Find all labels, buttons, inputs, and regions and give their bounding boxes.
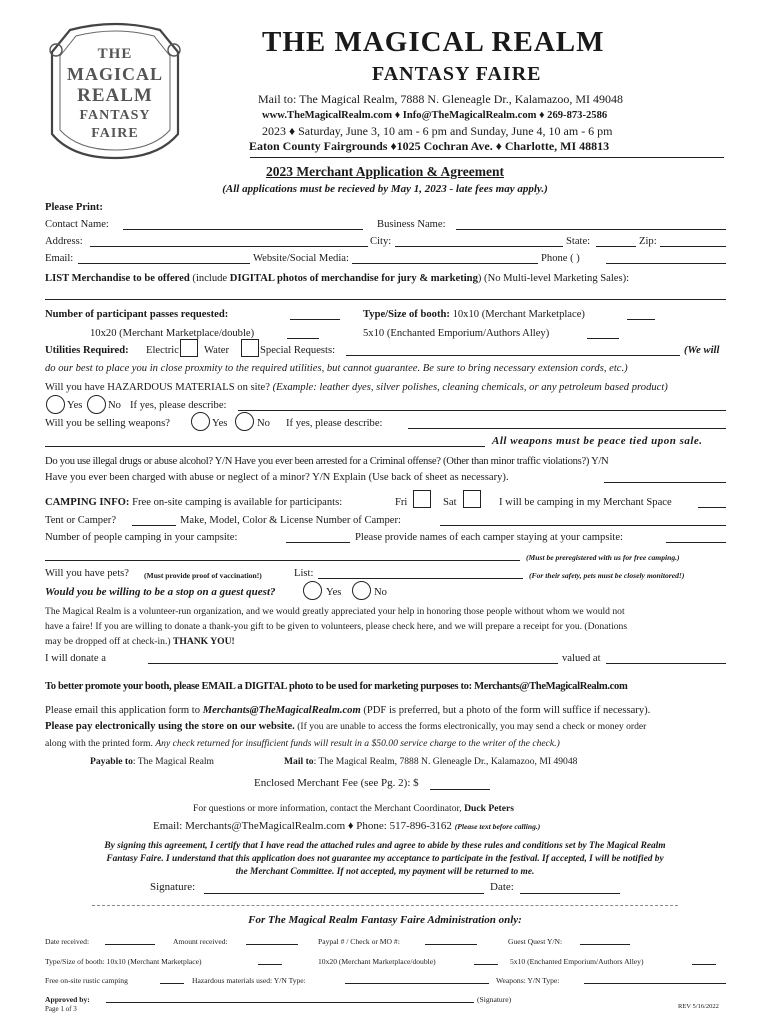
water-label: Water (204, 345, 230, 356)
weapons-describe-field-2[interactable] (45, 446, 485, 447)
hazard-yes-label: Yes (67, 400, 83, 411)
pay-wrap-2 (45, 737, 560, 750)
email-form-wrap (45, 704, 650, 717)
admin-date-received-field[interactable] (105, 944, 155, 945)
logo-realm: REALM (77, 85, 153, 106)
business-name-label: Business Name: (377, 219, 446, 230)
merchandise-field[interactable] (45, 299, 726, 300)
text-before: (Please text before calling.) (454, 822, 541, 831)
contact-name-field[interactable] (123, 229, 363, 230)
guest-yes-radio[interactable] (303, 581, 322, 600)
pay-a: Please pay electronically using the store on our website. (45, 721, 295, 732)
volunteer-3: may be dropped off at check-in.) (45, 636, 171, 647)
weapons-note: All weapons must be peace tied upon sale. (492, 435, 703, 447)
abuse-q: Have you ever been charged with abuse or neglect of a minor? Y/N Explain (Use back of sheet as necessary). (45, 472, 509, 483)
hazard-describe-field[interactable] (238, 410, 726, 411)
tent-label: Tent or Camper? (45, 515, 117, 526)
signature-field[interactable] (204, 893, 484, 894)
email-form-b[interactable]: Merchants@TheMagicalRealm.com (202, 705, 361, 716)
admin-approved: Approved by: (45, 995, 90, 1004)
admin-rustic: Free on-site rustic camping (45, 976, 128, 985)
admin-amount-received-field[interactable] (246, 944, 298, 945)
contact-email-wrap (153, 820, 540, 833)
admin-weapons-field[interactable] (584, 983, 726, 984)
pay-wrap (45, 720, 646, 733)
camping-text: Free on-site camping is available for participants: (132, 497, 343, 508)
website-field[interactable] (352, 263, 538, 264)
hazard-example: (Example: leather dyes, silver polishes, cleaning chemicals, or any petroleum based product) (272, 382, 668, 393)
best-note: do our best to place you in close proxmity to the required utilities, but cannot guarantee. Be sure to bring necessary extension cords, etc.) (45, 363, 628, 374)
page-title: THE MAGICAL REALM (262, 26, 605, 58)
merchant-space-label: I will be camping in my Merchant Space (499, 497, 672, 508)
address-label: Address: (45, 236, 83, 247)
weapons-describe-label: If yes, please describe: (286, 418, 383, 429)
admin-booth-type: Type/Size of booth: 10x10 (Merchant Marketplace) (45, 957, 202, 966)
hazard-wrap (45, 381, 668, 394)
mail-value: : The Magical Realm, 7888 N. Gleneagle Dr., Kalamazoo, MI 49048 (313, 756, 578, 767)
valued-at-label: valued at (562, 653, 601, 664)
weapons-no-label: No (257, 418, 270, 429)
logo-faire: FAIRE (91, 126, 139, 141)
electric-checkbox[interactable] (180, 339, 198, 357)
agreement-2: Fantasy Faire. I understand that this application does not guarantee my acceptance to participate in the festival. If accepted, I will be notified by (106, 854, 664, 864)
logo-magical: MAGICAL (67, 64, 163, 84)
admin-guest-quest: Guest Quest Y/N: (508, 937, 563, 946)
hazard-yes-radio[interactable] (46, 395, 65, 414)
logo (40, 22, 190, 162)
pay-c: along with the printed form. (45, 738, 156, 749)
sat-checkbox[interactable] (463, 490, 481, 508)
fri-checkbox[interactable] (413, 490, 431, 508)
deadline: (All applications must be recieved by May 1, 2023 - late fees may apply.) (222, 183, 548, 195)
pay-d: Any check returned for insufficient funds will result in a $50.00 service charge to the writer of the check.) (155, 738, 560, 749)
special-label: Special Requests: (260, 345, 336, 356)
weapons-q: Will you be selling weapons? (45, 418, 170, 429)
list-merchandise (45, 272, 629, 285)
date-field[interactable] (520, 893, 620, 894)
names-camper-label: Please provide names of each camper staying at your campsite: (355, 532, 623, 543)
list-label: List: (294, 568, 314, 579)
state-field[interactable] (596, 246, 636, 247)
admin-booth-5x10-field[interactable] (692, 964, 716, 965)
web-line: www.TheMagicalRealm.com ♦ Info@TheMagicalRealm.com ♦ 269-873-2586 (262, 110, 608, 121)
phone-field[interactable] (606, 263, 726, 264)
payable-value: : The Magical Realm (132, 756, 214, 767)
list-d: ) (No Multi-level Marketing Sales): (477, 273, 630, 284)
admin-title: For The Magical Realm Fantasy Faire Administration only: (248, 914, 522, 926)
date-label: Date: (490, 881, 514, 893)
enclosed-label: Enclosed Merchant Fee (see Pg. 2): $ (254, 777, 419, 789)
admin-booth-10x10-field[interactable] (258, 964, 282, 965)
logo-the: THE (97, 46, 133, 62)
booth-type-wrap (363, 308, 585, 321)
website-label: Website/Social Media: (253, 253, 349, 264)
booth-option-2-field[interactable] (287, 338, 319, 339)
we-will: (We will (684, 345, 720, 356)
email-form-a: Please email this application form to (45, 705, 203, 716)
agreement-3: the Merchant Committee. If not accepted, my payment will be returned to me. (235, 867, 535, 877)
page-number: Page 1 of 3 (45, 1005, 77, 1013)
guest-q: Would you be willing to be a stop on a guest quest? (45, 586, 276, 598)
admin-paypal-field[interactable] (425, 944, 477, 945)
payable-wrap (90, 755, 214, 768)
booth-option-1-field[interactable] (627, 319, 655, 320)
weapons-describe-field[interactable] (408, 428, 726, 429)
donate-field[interactable] (148, 663, 558, 664)
pets-proof: (Must provide proof of vaccination!) (144, 571, 262, 580)
special-field[interactable] (346, 355, 680, 356)
zip-label: Zip: (639, 236, 657, 247)
signature-label: Signature: (150, 881, 196, 893)
enclosed-field[interactable] (430, 789, 490, 790)
admin-guest-quest-field[interactable] (580, 944, 630, 945)
revision: REV 5/16/2022 (678, 1003, 719, 1010)
location: Eaton County Fairgrounds ♦1025 Cochran Ave. ♦ Charlotte, MI 48813 (249, 139, 610, 153)
admin-booth-10x20: 10x20 (Merchant Marketplace/double) (318, 957, 436, 966)
questions: For questions or more information, contact the Merchant Coordinator, (193, 803, 462, 814)
weapons-yes-label: Yes (212, 418, 228, 429)
names-camper-field[interactable] (666, 542, 726, 543)
list-c: DIGITAL photos of merchandise for jury & marketing (229, 273, 478, 284)
email-form-c: (PDF is preferred, but a photo of the form will suffice if necessary). (360, 705, 651, 716)
admin-amount-received: Amount received: (173, 937, 228, 946)
utilities-label: Utilities Required: (45, 345, 129, 356)
camping-label: CAMPING INFO: (45, 497, 130, 508)
camping-wrap (45, 496, 342, 509)
names-camper-field-2[interactable] (45, 560, 520, 561)
booth-type-label: Type/Size of booth: (363, 309, 450, 320)
pets-q: Will you have pets? (45, 568, 130, 579)
volunteer-1: The Magical Realm is a volunteer-run organization, and we would greatly appreciated your help in honoring those people without whom we would not (45, 606, 625, 617)
mail-label: Mail to (284, 756, 314, 767)
hazard-no-radio[interactable] (87, 395, 106, 414)
dates: 2023 ♦ Saturday, June 3, 10 am - 6 pm and Sunday, June 4, 10 am - 6 pm (262, 124, 613, 138)
list-b: (include (189, 273, 230, 284)
num-people-label: Number of people camping in your campsite: (45, 532, 238, 543)
donate-label: I will donate a (45, 653, 106, 664)
admin-booth-5x10: 5x10 (Enchanted Emporium/Authors Alley) (510, 957, 644, 966)
business-name-field[interactable] (456, 229, 726, 230)
admin-weapons: Weapons: Y/N Type: (496, 976, 560, 985)
hazard-describe-label: If yes, please describe: (130, 400, 227, 411)
logo-fantasy: FANTASY (79, 108, 151, 123)
valued-at-field[interactable] (606, 663, 726, 664)
volunteer-3-wrap (45, 635, 235, 648)
booth-option-3-field[interactable] (587, 338, 619, 339)
admin-approved-field[interactable] (106, 1002, 474, 1003)
admin-paypal: Paypal # / Check or MO #: (318, 937, 400, 946)
preregistered-note: (Must be preregistered with us for free camping.) (526, 553, 680, 562)
page-subtitle: FANTASY FAIRE (372, 63, 542, 85)
admin-booth-10x20-field[interactable] (474, 964, 498, 965)
admin-date-received: Date received: (45, 937, 90, 946)
coordinator: Duck Peters (464, 803, 514, 814)
admin-divider (92, 905, 678, 906)
questions-wrap (193, 802, 514, 815)
water-checkbox[interactable] (241, 339, 259, 357)
num-people-field[interactable] (286, 542, 350, 543)
city-label: City: (370, 236, 392, 247)
guest-yes-label: Yes (326, 587, 342, 598)
contact-email: Email: Merchants@TheMagicalRealm.com ♦ Phone: 517-896-3162 (153, 820, 452, 832)
payable-label: Payable to (90, 756, 133, 767)
pets-safety: (For their safety, pets must be closely monitored!) (529, 571, 685, 580)
promote: To better promote your booth, please EMAIL a DIGITAL photo to be used for marketing purposes to: Merchants@TheMagicalRealm.com (45, 681, 628, 692)
booth-option-1: 10x10 (Merchant Marketplace) (452, 309, 585, 320)
state-label: State: (566, 236, 591, 247)
header-divider (250, 157, 724, 158)
weapons-no-radio[interactable] (235, 412, 254, 431)
mail-to: Mail to: The Magical Realm, 7888 N. Gleneagle Dr., Kalamazoo, MI 49048 (258, 92, 624, 106)
email-field[interactable] (78, 263, 250, 264)
booth-option-3: 5x10 (Enchanted Emporium/Authors Alley) (363, 328, 550, 339)
mail-wrap (284, 755, 577, 768)
sat-label: Sat (443, 497, 457, 508)
volunteer-2: have a faire! If you are willing to donate a thank-you gift to be given to volunteers, please check here, and we will prepare a receipt for you. (Donations (45, 621, 628, 632)
drugs-q: Do you use illegal drugs or abuse alcohol? Y/N Have you ever been arrested for a Criminal offense? (Other than minor traffic violations?) Y/N (45, 456, 609, 467)
guest-no-radio[interactable] (352, 581, 371, 600)
admin-hazard-field[interactable] (345, 983, 489, 984)
hazard-no-label: No (108, 400, 121, 411)
list-a: LIST Merchandise to be offered (45, 273, 190, 284)
form-title: 2023 Merchant Application & Agreement (266, 164, 504, 179)
thank-you: THANK YOU! (172, 636, 235, 647)
make-model-field[interactable] (440, 525, 726, 526)
contact-name-label: Contact Name: (45, 219, 109, 230)
admin-rustic-field[interactable] (160, 983, 184, 984)
tent-field[interactable] (132, 525, 176, 526)
city-field[interactable] (395, 246, 563, 247)
hazard-q: Will you have HAZARDOUS MATERIALS on site? (45, 382, 270, 393)
address-field[interactable] (90, 246, 368, 247)
electric-label: Electric (146, 345, 179, 356)
fri-label: Fri (395, 497, 408, 508)
zip-field[interactable] (660, 246, 726, 247)
pets-list-field[interactable] (318, 578, 523, 579)
guest-no-label: No (374, 587, 387, 598)
admin-hazard: Hazardous materials used: Y/N Type: (192, 976, 306, 985)
passes-label: Number of participant passes requested: (45, 309, 229, 320)
agreement-1: By signing this agreement, I certify that I have read the attached rules and agree to abide by these rules and conditions set by The Magical Realm (104, 841, 666, 851)
phone-label: Phone ( ) (541, 253, 580, 264)
make-model-label: Make, Model, Color & License Number of Camper: (180, 515, 401, 526)
abuse-field[interactable] (604, 482, 726, 483)
email-label: Email: (45, 253, 74, 264)
weapons-yes-radio[interactable] (191, 412, 210, 431)
pay-b: (If you are unable to access the forms electronically, you may send a check or money order (294, 721, 647, 732)
booth-option-2: 10x20 (Merchant Marketplace/double) (90, 328, 255, 339)
passes-field[interactable] (290, 319, 340, 320)
merchant-space-field[interactable] (698, 507, 726, 508)
please-print: Please Print: (45, 202, 103, 213)
admin-sig: (Signature) (477, 995, 512, 1004)
